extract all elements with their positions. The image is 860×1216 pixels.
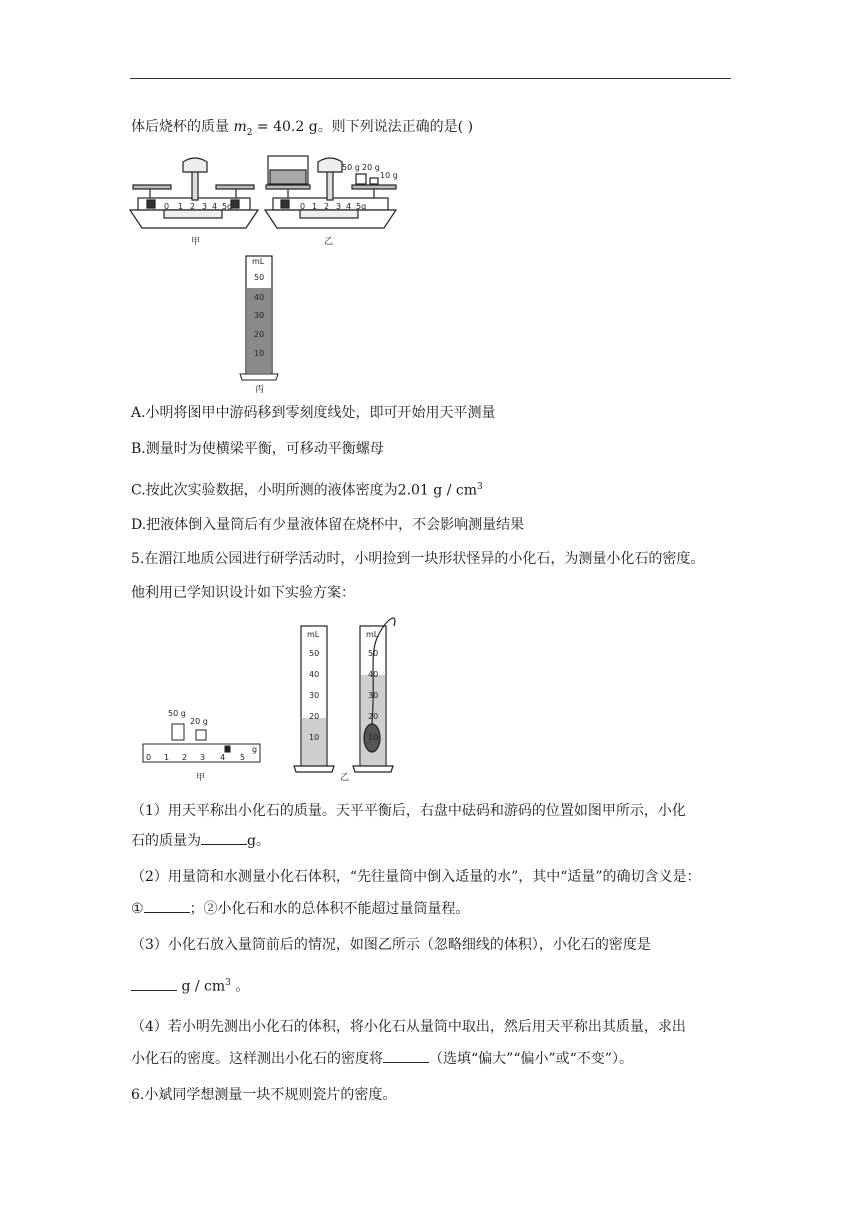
svg-text:3: 3	[200, 753, 206, 762]
svg-text:0: 0	[146, 753, 152, 762]
q5-p2-b: ① ；②小化石和水的总体积不能超过量筒量程。	[131, 901, 470, 917]
svg-text:g: g	[252, 745, 258, 754]
svg-text:30: 30	[309, 691, 320, 700]
svg-text:0: 0	[300, 202, 306, 211]
svg-text:1: 1	[178, 202, 184, 211]
svg-text:mL: mL	[307, 630, 320, 639]
q5-p4-b: 小化石的密度。这样测出小化石的密度将 （选填“偏大”“偏小”或“不变”）。	[131, 1051, 633, 1067]
intro-sub: 2	[246, 127, 253, 138]
svg-text:50: 50	[254, 273, 265, 282]
label-bing: 丙	[255, 385, 265, 395]
svg-text:10: 10	[254, 349, 265, 358]
q5-weight-labels	[168, 709, 208, 726]
option-d: D.把液体倒入量筒后有少量液体留在烧杯中，不会影响测量结果	[131, 517, 525, 533]
svg-text:30: 30	[368, 691, 379, 700]
q5-p1-a: （1）用天平称出小化石的质量。天平平衡后，右盘中砝码和游码的位置如图甲所示，小化	[131, 803, 686, 819]
svg-text:20 g: 20 g	[190, 717, 208, 726]
q5-p2-a: （2）用量筒和水测量小化石体积，“先往量筒中倒入适量的水”，其中“适量”的确切含义是：	[131, 869, 701, 885]
svg-text:2: 2	[190, 202, 196, 211]
svg-text:5g: 5g	[222, 202, 233, 211]
intro-suffix: 。则下列说法正确的是( )	[317, 119, 474, 135]
svg-text:3: 3	[336, 202, 342, 211]
svg-text:3: 3	[202, 202, 208, 211]
q5-label-jia: 甲	[196, 773, 206, 783]
q5-label-yi: 乙	[340, 773, 350, 783]
intro-prefix: 体后烧杯的质量	[131, 119, 229, 135]
q5-line2: 他利用已学知识设计如下实验方案：	[131, 585, 355, 601]
q5-p1-b: 石的质量为 g。	[131, 833, 270, 849]
svg-text:2: 2	[182, 753, 188, 762]
svg-text:20: 20	[309, 712, 320, 721]
svg-text:20: 20	[368, 712, 379, 721]
option-b: B.测量时为使横梁平衡，可移动平衡螺母	[131, 441, 384, 457]
svg-text:50 g: 50 g	[342, 163, 360, 172]
svg-text:30: 30	[254, 311, 265, 320]
label-yi: 乙	[324, 237, 334, 247]
q5-p3-a: （3）小化石放入量筒前后的情况，如图乙所示（忽略细线的体积），小化石的密度是	[131, 937, 651, 953]
svg-text:10: 10	[368, 733, 379, 742]
intro-value: = 40.2 g	[252, 119, 318, 135]
svg-text:mL: mL	[252, 257, 265, 266]
answer-blank-4[interactable]	[383, 1050, 429, 1063]
q5-line1: 5.在湄江地质公园进行研学活动时，小明捡到一块形状怪异的小化石，为测量小化石的密度。	[131, 551, 705, 567]
svg-text:50: 50	[309, 649, 320, 658]
svg-text:0: 0	[164, 202, 170, 211]
balance-jia	[130, 158, 258, 228]
answer-blank-2[interactable]	[144, 900, 190, 913]
balance-figure	[128, 150, 408, 250]
svg-text:2: 2	[324, 202, 330, 211]
intro-line	[131, 116, 473, 144]
svg-text:mL: mL	[366, 630, 379, 639]
header-rule	[130, 78, 731, 79]
svg-text:5g: 5g	[356, 202, 367, 211]
svg-text:5: 5	[240, 753, 246, 762]
svg-text:40: 40	[309, 670, 320, 679]
q5-figure	[136, 612, 436, 787]
option-c: C.按此次实验数据，小明所测的液体密度为2.01 g / $cm^3$	[131, 482, 483, 499]
svg-text:4: 4	[220, 753, 226, 762]
label-jia: 甲	[191, 237, 201, 247]
svg-text:10: 10	[309, 733, 320, 742]
q5-p4-a: （4）若小明先测出小化石的体积，将小化石从量筒中取出，然后用天平称出其质量，求出	[131, 1019, 686, 1035]
svg-text:20: 20	[254, 330, 265, 339]
q6-line: 6.小斌同学想测量一块不规则瓷片的密度。	[131, 1087, 397, 1103]
answer-blank-1[interactable]	[201, 832, 247, 845]
svg-text:4: 4	[212, 202, 218, 211]
svg-text:40: 40	[368, 670, 379, 679]
answer-blank-3[interactable]	[131, 978, 177, 991]
cylinder-bing-figure	[236, 252, 286, 397]
q5-p3-b: g / $cm^3$ 。	[131, 972, 249, 998]
option-a: A.小明将图甲中游码移到零刻度线处，即可开始用天平测量	[131, 405, 496, 421]
svg-text:10 g: 10 g	[380, 171, 398, 180]
svg-text:50: 50	[368, 649, 379, 658]
svg-text:1: 1	[312, 202, 318, 211]
svg-text:4: 4	[346, 202, 352, 211]
svg-text:40: 40	[254, 293, 265, 302]
svg-text:20 g: 20 g	[362, 163, 380, 172]
svg-text:50 g: 50 g	[168, 709, 186, 718]
svg-text:1: 1	[164, 753, 170, 762]
intro-var: m	[233, 119, 247, 135]
